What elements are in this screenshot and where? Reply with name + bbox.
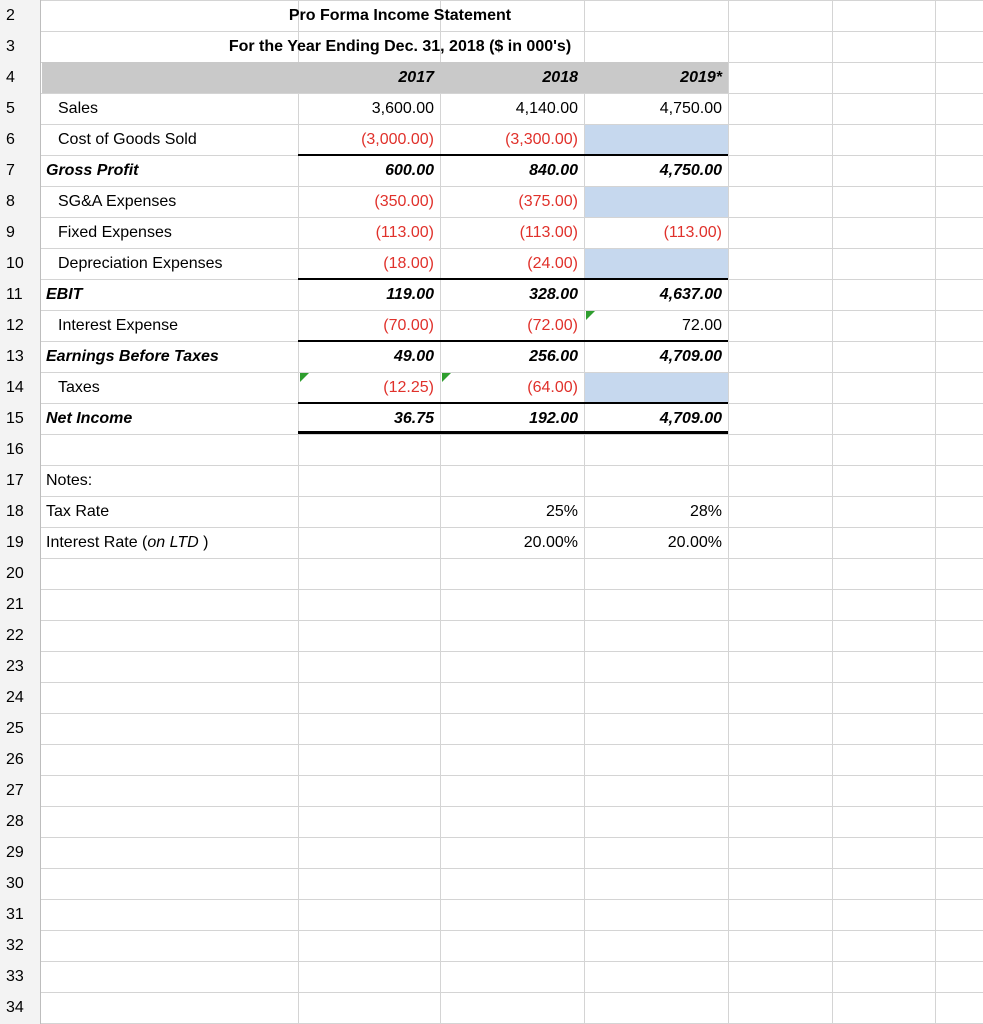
taxes-2017[interactable]: (12.25)	[383, 379, 434, 396]
depreciation-2017[interactable]: (18.00)	[383, 255, 434, 272]
gridline	[0, 589, 983, 590]
row-number[interactable]: 8	[6, 193, 15, 210]
ebit-2017[interactable]: 119.00	[386, 286, 434, 303]
row-number[interactable]: 2	[6, 7, 15, 24]
gridline	[0, 899, 983, 900]
sales-2018[interactable]: 4,140.00	[515, 100, 578, 117]
year-header-2018[interactable]: 2018	[542, 69, 578, 86]
net-income-2017[interactable]: 36.75	[393, 410, 434, 427]
row-number[interactable]: 33	[6, 968, 24, 985]
label-net-income[interactable]: Net Income	[46, 410, 133, 427]
gridline	[0, 620, 983, 621]
fixed-2017[interactable]: (113.00)	[375, 224, 434, 241]
row-number[interactable]: 10	[6, 255, 24, 272]
interest-rate-label-main: Interest Rate (	[46, 534, 148, 551]
row-number[interactable]: 11	[6, 286, 23, 303]
year-header-2017[interactable]: 2017	[398, 69, 434, 86]
label-interest-rate[interactable]	[46, 527, 208, 558]
gridline	[935, 0, 936, 1024]
cogs-2017[interactable]: (3,000.00)	[361, 131, 434, 148]
gridline	[0, 558, 983, 559]
gridline	[0, 837, 983, 838]
gridline	[0, 651, 983, 652]
gridline	[0, 961, 983, 962]
row-number[interactable]: 27	[6, 782, 24, 799]
row-number[interactable]: 32	[6, 937, 24, 954]
gridline	[832, 0, 833, 1024]
label-fixed[interactable]: Fixed Expenses	[58, 224, 172, 241]
gross-profit-2017[interactable]: 600.00	[385, 162, 434, 179]
ebt-2019[interactable]: 4,709.00	[659, 348, 722, 365]
label-sga[interactable]: SG&A Expenses	[58, 193, 177, 210]
row-number[interactable]: 15	[6, 410, 24, 427]
row-number[interactable]: 20	[6, 565, 24, 582]
row-number[interactable]: 13	[6, 348, 24, 365]
ebt-2018[interactable]: 256.00	[529, 348, 578, 365]
gridline	[0, 868, 983, 869]
row-number[interactable]: 19	[6, 534, 24, 551]
gridline	[0, 775, 983, 776]
gridline	[0, 682, 983, 683]
statement-title[interactable]: Pro Forma Income Statement	[288, 7, 512, 24]
row-number[interactable]: 21	[6, 596, 24, 613]
gridline	[728, 0, 729, 1024]
depreciation-2018[interactable]: (24.00)	[527, 255, 578, 272]
gridline	[0, 930, 983, 931]
label-depreciation[interactable]: Depreciation Expenses	[58, 255, 223, 272]
ebit-2019[interactable]: 4,637.00	[659, 286, 722, 303]
row-number[interactable]: 16	[6, 441, 24, 458]
gridline	[0, 992, 983, 993]
interest-2017[interactable]: (70.00)	[383, 317, 434, 334]
notes-heading[interactable]: Notes:	[46, 472, 93, 489]
ebit-2018[interactable]: 328.00	[529, 286, 578, 303]
fixed-2019[interactable]: (113.00)	[663, 224, 722, 241]
net-income-2019[interactable]: 4,709.00	[659, 410, 722, 427]
sales-2019[interactable]: 4,750.00	[659, 100, 722, 117]
row-number[interactable]: 26	[6, 751, 24, 768]
row-number[interactable]: 28	[6, 813, 24, 830]
row-number[interactable]: 18	[6, 503, 24, 520]
tax-rate-2018[interactable]: 25%	[545, 503, 578, 520]
interest-2019[interactable]: 72.00	[681, 317, 722, 334]
row-number[interactable]: 5	[6, 100, 15, 117]
row-number[interactable]: 24	[6, 689, 24, 706]
sga-2017[interactable]: (350.00)	[374, 193, 434, 210]
row-number[interactable]: 29	[6, 844, 24, 861]
row-number[interactable]: 3	[6, 38, 15, 55]
gross-profit-2019[interactable]: 4,750.00	[659, 162, 722, 179]
label-gross-profit[interactable]: Gross Profit	[46, 162, 139, 179]
row-number[interactable]: 23	[6, 658, 24, 675]
row-number[interactable]: 14	[6, 379, 24, 396]
row-number[interactable]: 4	[6, 69, 15, 86]
sga-2018[interactable]: (375.00)	[518, 193, 578, 210]
net-income-2018[interactable]: 192.00	[529, 410, 578, 427]
comment-indicator-icon[interactable]	[586, 311, 595, 320]
interest-rate-label-end: )	[198, 534, 209, 551]
input-cell-sga-2019[interactable]	[585, 187, 728, 217]
row-number[interactable]: 34	[6, 999, 24, 1016]
label-taxes[interactable]: Taxes	[58, 379, 100, 396]
input-cell-cogs-2019[interactable]	[585, 125, 728, 155]
cogs-2018[interactable]: (3,300.00)	[505, 131, 578, 148]
tax-rate-2019[interactable]: 28%	[689, 503, 722, 520]
row-number[interactable]: 25	[6, 720, 24, 737]
row-number[interactable]: 17	[6, 472, 24, 489]
interest-rate-2019[interactable]: 20.00%	[667, 534, 722, 551]
interest-rate-label-italic: on LTD	[147, 534, 199, 551]
input-cell-taxes-2019[interactable]	[585, 373, 728, 403]
label-tax-rate[interactable]: Tax Rate	[46, 503, 110, 520]
label-ebt[interactable]: Earnings Before Taxes	[46, 348, 219, 365]
label-interest-expense[interactable]: Interest Expense	[58, 317, 179, 334]
sales-2017[interactable]: 3,600.00	[371, 100, 434, 117]
gross-profit-2018[interactable]: 840.00	[529, 162, 578, 179]
fixed-2018[interactable]: (113.00)	[519, 224, 578, 241]
gridline	[0, 713, 983, 714]
gridline	[0, 434, 983, 435]
label-cogs[interactable]: Cost of Goods Sold	[58, 131, 197, 148]
gridline	[0, 744, 983, 745]
taxes-2018[interactable]: (64.00)	[527, 379, 578, 396]
double-underline-net-income	[298, 431, 728, 434]
label-sales[interactable]: Sales	[58, 100, 99, 117]
row-number[interactable]: 31	[6, 906, 24, 923]
interest-2018[interactable]: (72.00)	[527, 317, 578, 334]
year-header-2019[interactable]: 2019*	[680, 69, 722, 86]
statement-subtitle[interactable]: For the Year Ending Dec. 31, 2018 ($ in 000's)	[228, 38, 572, 55]
row-number[interactable]: 7	[6, 162, 15, 179]
gridline	[0, 806, 983, 807]
row-number[interactable]: 22	[6, 627, 24, 644]
row-header-column	[0, 0, 41, 1024]
row-number[interactable]: 9	[6, 224, 15, 241]
gridline	[0, 465, 983, 466]
row-number[interactable]: 6	[6, 131, 15, 148]
ebt-2017[interactable]: 49.00	[393, 348, 434, 365]
label-ebit[interactable]: EBIT	[46, 286, 83, 303]
row-number[interactable]: 30	[6, 875, 24, 892]
interest-rate-2018[interactable]: 20.00%	[523, 534, 578, 551]
row-number[interactable]: 12	[6, 317, 24, 334]
input-cell-depreciation-2019[interactable]	[585, 249, 728, 279]
